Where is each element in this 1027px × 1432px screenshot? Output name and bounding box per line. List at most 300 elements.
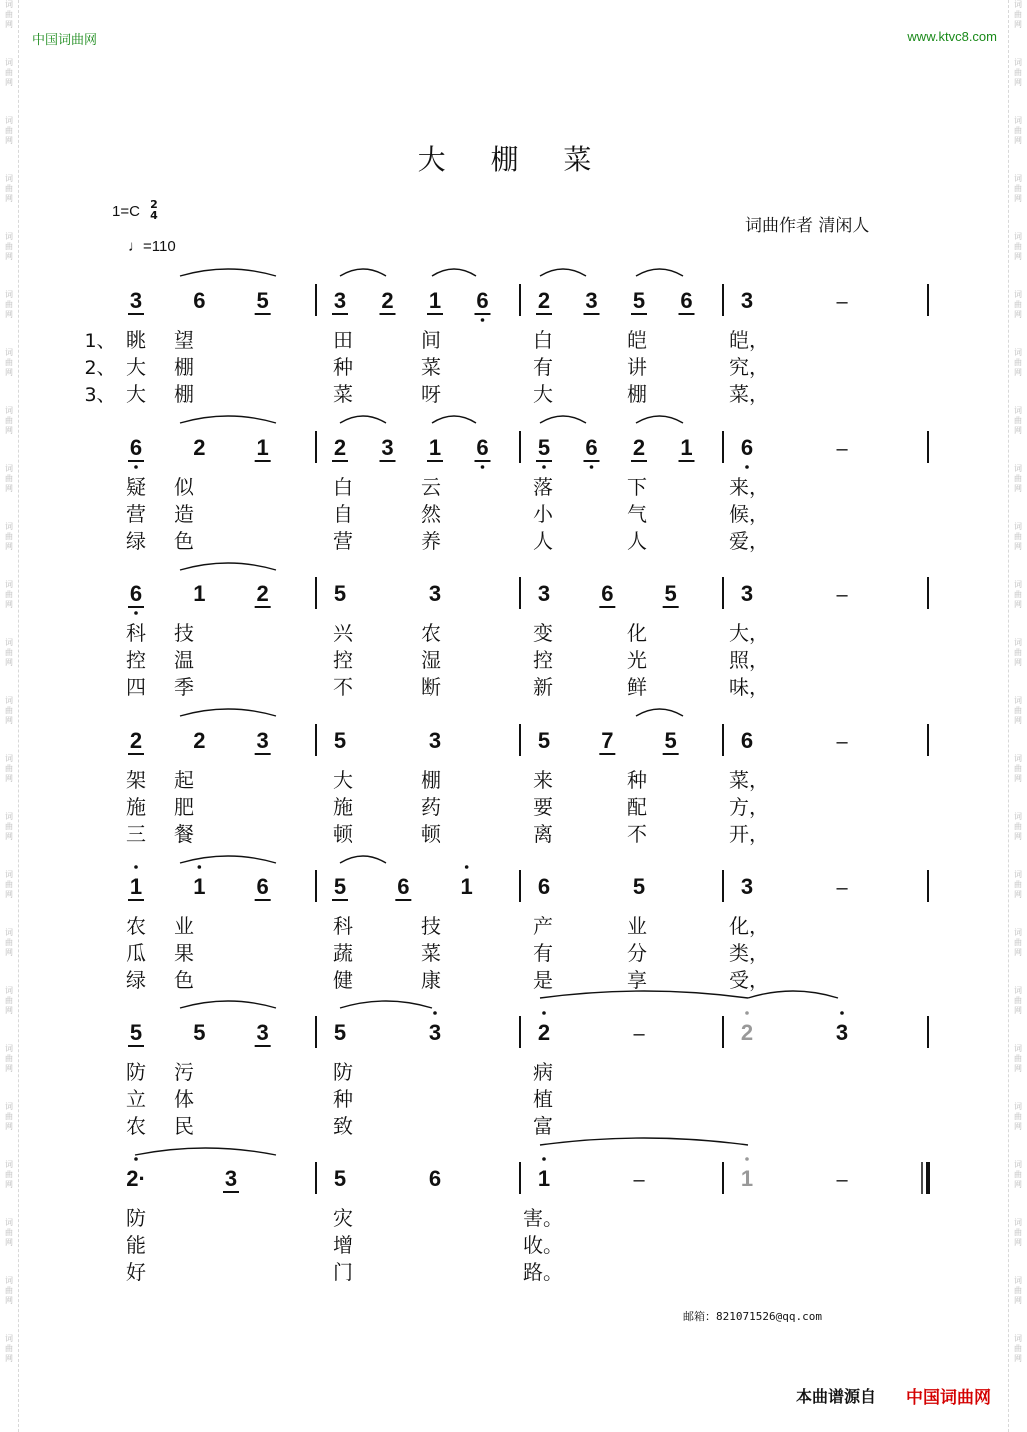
lyric-char: 白: [533, 328, 553, 352]
watermark-char: 网: [1014, 890, 1022, 899]
watermark-char: 词: [1014, 464, 1022, 473]
watermark-char: 词: [5, 1102, 13, 1111]
lyric-char: 小: [533, 502, 553, 526]
note-digit: 6: [397, 874, 410, 899]
note-digit: 1: [740, 1166, 754, 1191]
tempo-value: =110: [143, 238, 176, 255]
low-octave-dot: [134, 465, 138, 469]
watermark-char: 曲: [1014, 1344, 1022, 1353]
note-digit: 6: [537, 874, 551, 899]
slur-arc: [340, 856, 386, 863]
watermark-char: 曲: [5, 532, 13, 541]
watermark-char: 网: [5, 774, 13, 783]
watermark-char: 词: [5, 464, 13, 473]
lyric-char: 施: [126, 795, 146, 819]
watermark-char: 词: [5, 1334, 13, 1343]
lyric-char: 瓜: [126, 941, 146, 965]
watermark-char: 网: [1014, 78, 1022, 87]
lyric-char: 类，: [729, 941, 769, 965]
watermark-char: 网: [1014, 136, 1022, 145]
lyric-char: 棚: [174, 355, 194, 379]
lyric-char: 营: [126, 502, 146, 526]
high-octave-dot: [542, 1157, 546, 1161]
watermark-char: 曲: [5, 1228, 13, 1237]
note-digit: 3: [256, 728, 269, 753]
watermark-char: 词: [5, 1218, 13, 1227]
watermark-char: 网: [1014, 426, 1022, 435]
note-digit: 1: [428, 288, 442, 313]
lyric-char: 养: [421, 529, 441, 553]
watermark-char: 词: [5, 696, 13, 705]
watermark-char: 词: [1014, 232, 1022, 241]
watermark-char: 词: [5, 638, 13, 647]
watermark-char: 词: [1014, 870, 1022, 879]
lyric-char: 防: [126, 1060, 146, 1084]
lyric-char: 致: [333, 1114, 353, 1138]
note-digit: 5: [537, 435, 551, 460]
lyric-char: 气: [627, 502, 647, 526]
high-octave-dot: [433, 1011, 437, 1015]
time-signature-bottom: 4: [150, 209, 158, 222]
lyric-char: 农: [126, 1114, 146, 1138]
watermark-char: 曲: [5, 416, 13, 425]
lyric-char: 开，: [729, 822, 769, 846]
watermark-char: 词: [5, 870, 13, 879]
watermark-char: 曲: [5, 126, 13, 135]
watermark-char: 词: [1014, 58, 1022, 67]
watermark-char: 曲: [5, 590, 13, 599]
note-digit: 3: [740, 581, 754, 606]
note-digit: 5: [333, 1020, 347, 1045]
verse-number: 2、: [84, 357, 116, 379]
sustain-dash: –: [836, 877, 848, 899]
lyric-char: 要: [533, 795, 553, 819]
note-digit: 3: [585, 288, 598, 313]
slur-arc: [540, 1138, 748, 1145]
low-octave-dot: [590, 465, 594, 469]
lyric-char: 绿: [126, 968, 146, 992]
watermark-char: 曲: [1014, 938, 1022, 947]
lyric-char: 病: [533, 1060, 553, 1084]
low-octave-dot: [542, 465, 546, 469]
lyric-char: 植: [533, 1087, 553, 1111]
note-digit: 6: [129, 581, 143, 606]
watermark-char: 曲: [5, 1286, 13, 1295]
watermark-char: 词: [5, 0, 13, 9]
note-digit: 6: [476, 288, 489, 313]
watermark-char: 曲: [5, 822, 13, 831]
watermark-char: 网: [5, 426, 13, 435]
watermark-char: 网: [5, 1296, 13, 1305]
lyric-char: 顿: [333, 822, 353, 846]
watermark-char: 网: [1014, 716, 1022, 725]
lyric-char: 体: [174, 1087, 194, 1111]
watermark-char: 网: [1014, 1296, 1022, 1305]
watermark-char: 网: [5, 890, 13, 899]
watermark-char: 词: [1014, 0, 1022, 9]
lyric-char: 不: [627, 822, 647, 846]
watermark-char: 曲: [5, 1344, 13, 1353]
watermark-char: 网: [1014, 368, 1022, 377]
lyric-char: 控: [333, 648, 353, 672]
slur-arc: [340, 269, 386, 276]
watermark-char: 网: [5, 1064, 13, 1073]
watermark-char: 网: [5, 252, 13, 261]
slur-arc: [180, 416, 276, 423]
note-digit: 3: [428, 1020, 442, 1045]
lyric-char: 似: [174, 475, 194, 499]
watermark-char: 曲: [5, 242, 13, 251]
lyric-char: 种: [333, 1087, 353, 1111]
lyric-char: 农: [421, 621, 441, 645]
sustain-dash: –: [633, 1023, 645, 1045]
watermark-char: 词: [1014, 754, 1022, 763]
watermark-char: 曲: [5, 10, 13, 19]
lyric-char: 离: [533, 822, 553, 846]
lyric-char: 康: [421, 968, 441, 992]
note-digit: 2: [632, 435, 646, 460]
lyric-char: 来: [533, 768, 553, 792]
lyric-char: 讲: [627, 355, 647, 379]
lyric-char: 控: [126, 648, 146, 672]
contact-email: 邮箱：821071526@qq.com: [683, 1310, 822, 1323]
lyric-char: 种: [333, 355, 353, 379]
watermark-char: 曲: [1014, 300, 1022, 309]
note-digit: 6: [740, 728, 754, 753]
watermark-char: 曲: [1014, 358, 1022, 367]
lyric-char: 眺: [126, 328, 146, 352]
watermark-char: 曲: [5, 706, 13, 715]
lyric-char: 兴: [333, 621, 353, 645]
watermark-char: 曲: [1014, 1054, 1022, 1063]
lyric-char: 业: [627, 914, 647, 938]
watermark-char: 词: [1014, 1276, 1022, 1285]
lyric-char: 控: [533, 648, 553, 672]
lyric-char: 疑: [126, 475, 146, 499]
watermark-char: 网: [1014, 1064, 1022, 1073]
watermark-char: 网: [1014, 542, 1022, 551]
watermark-char: 曲: [5, 1112, 13, 1121]
watermark-char: 网: [5, 600, 13, 609]
lyric-char: 间: [421, 328, 441, 352]
slur-arc: [340, 1001, 432, 1008]
lyric-char: 皑: [627, 328, 647, 352]
lyric-char: 望: [174, 328, 194, 352]
note-digit: 5: [333, 874, 347, 899]
watermark-char: 词: [1014, 1102, 1022, 1111]
lyric-char: 受，: [729, 968, 769, 992]
watermark-char: 词: [1014, 116, 1022, 125]
note-digit: 1: [193, 581, 206, 606]
high-octave-dot: [134, 1157, 138, 1161]
lyric-char: 污: [174, 1060, 194, 1084]
note-digit: 6: [193, 288, 206, 313]
lyric-char: 绿: [126, 529, 146, 553]
lyric-char: 蔬: [333, 941, 353, 965]
slur-arc: [180, 856, 276, 863]
lyric-char: 配: [627, 795, 647, 819]
note-digit: 2: [740, 1020, 754, 1045]
low-octave-dot: [134, 611, 138, 615]
watermark-char: 词: [5, 290, 13, 299]
lyric-char: 分: [627, 941, 647, 965]
watermark-char: 词: [1014, 522, 1022, 531]
slur-arc: [540, 991, 748, 998]
watermark-char: 曲: [1014, 1170, 1022, 1179]
watermark-char: 网: [5, 1006, 13, 1015]
watermark-char: 词: [1014, 1218, 1022, 1227]
sustain-dash: –: [836, 584, 848, 606]
lyric-char: 架: [126, 768, 146, 792]
note-digit: 6: [585, 435, 598, 460]
watermark-char: 网: [5, 948, 13, 957]
watermark-char: 网: [5, 136, 13, 145]
watermark-char: 网: [5, 1180, 13, 1189]
lyric-char: 好: [126, 1260, 146, 1284]
lyric-char: 棚: [421, 768, 441, 792]
lyric-char: 白: [333, 475, 353, 499]
lyric-char: 防: [333, 1060, 353, 1084]
note-digit: 1: [680, 435, 693, 460]
watermark-char: 词: [1014, 638, 1022, 647]
watermark-char: 词: [1014, 174, 1022, 183]
lyric-char: 肥: [174, 795, 194, 819]
watermark-char: 曲: [1014, 10, 1022, 19]
watermark-char: 词: [5, 406, 13, 415]
lyric-char: 自: [333, 502, 353, 526]
lyric-char: 大: [333, 768, 353, 792]
note-digit: 7: [601, 728, 614, 753]
lyric-char: 路。: [523, 1260, 563, 1284]
note-digit: 3: [740, 874, 754, 899]
slur-arc: [540, 269, 586, 276]
watermark-char: 词: [5, 812, 13, 821]
key-signature: 1=C: [112, 203, 140, 220]
note-digit: 2: [193, 435, 206, 460]
slur-arc: [180, 709, 276, 716]
watermark-char: 词: [1014, 1044, 1022, 1053]
watermark-char: 网: [1014, 1122, 1022, 1131]
lyric-char: 候，: [729, 502, 769, 526]
note-digit: 3: [428, 581, 442, 606]
note-digit: 3: [537, 581, 551, 606]
note-digit: 5: [632, 874, 646, 899]
watermark-char: 网: [5, 658, 13, 667]
watermark-char: 词: [5, 928, 13, 937]
source-label: 本曲谱源自: [796, 1387, 877, 1406]
watermark-char: 词: [1014, 696, 1022, 705]
watermark-char: 网: [5, 542, 13, 551]
lyric-char: 餐: [174, 822, 194, 846]
lyric-char: 季: [174, 675, 194, 699]
high-octave-dot: [840, 1011, 844, 1015]
watermark-char: 词: [1014, 812, 1022, 821]
watermark-char: 曲: [1014, 1112, 1022, 1121]
lyric-char: 棚: [174, 382, 194, 406]
watermark-char: 网: [1014, 658, 1022, 667]
note-digit: 5: [537, 728, 551, 753]
note-digit: 2: [537, 288, 551, 313]
watermark-char: 曲: [1014, 996, 1022, 1005]
author-label: 词曲作者: [745, 216, 813, 236]
lyric-char: 四: [126, 675, 146, 699]
watermark-char: 词: [5, 1276, 13, 1285]
note-digit: 5: [333, 1166, 347, 1191]
low-octave-dot: [481, 465, 485, 469]
lyric-char: 大: [533, 382, 553, 406]
watermark-char: 网: [1014, 484, 1022, 493]
watermark-char: 词: [5, 1160, 13, 1169]
watermark-char: 网: [1014, 600, 1022, 609]
lyric-char: 光: [627, 648, 647, 672]
slur-arc: [636, 416, 683, 423]
watermark-char: 词: [1014, 580, 1022, 589]
lyric-char: 湿: [421, 648, 441, 672]
watermark-char: 曲: [1014, 648, 1022, 657]
watermark-char: 曲: [5, 358, 13, 367]
note-digit: 6: [256, 874, 269, 899]
high-octave-dot: [745, 1011, 749, 1015]
lyric-char: 落: [533, 475, 553, 499]
lyric-char: 药: [421, 795, 441, 819]
note-digit: 5: [664, 581, 677, 606]
note-digit: 2: [256, 581, 269, 606]
watermark-char: 曲: [1014, 474, 1022, 483]
watermark-char: 曲: [5, 880, 13, 889]
lyric-char: 顿: [421, 822, 441, 846]
sustain-dash: –: [836, 731, 848, 753]
lyric-char: 享: [627, 968, 647, 992]
slur-arc: [432, 416, 476, 423]
lyric-char: 来，: [729, 475, 769, 499]
note-digit: 2: [129, 728, 143, 753]
lyric-char: 民: [174, 1114, 194, 1138]
note-digit: 3: [256, 1020, 269, 1045]
lyric-char: 呀: [421, 382, 441, 406]
high-octave-dot: [542, 1011, 546, 1015]
watermark-char: 网: [5, 368, 13, 377]
watermark-char: 网: [5, 78, 13, 87]
lyric-char: 富: [533, 1114, 553, 1138]
low-octave-dot: [745, 465, 749, 469]
slur-arc: [180, 1001, 276, 1008]
watermark-char: 词: [1014, 1334, 1022, 1343]
note-digit: 2: [381, 288, 394, 313]
watermark-char: 网: [5, 1238, 13, 1247]
lyric-char: 健: [333, 968, 353, 992]
watermark-char: 词: [5, 174, 13, 183]
lyric-char: 人: [627, 529, 647, 553]
lyric-char: 收。: [523, 1233, 563, 1257]
sustain-dash: –: [836, 1169, 848, 1191]
lyric-char: 味，: [729, 675, 769, 699]
note-digit: 5: [664, 728, 677, 753]
watermark-char: 词: [1014, 986, 1022, 995]
note-digit: 6: [428, 1166, 442, 1191]
watermark-char: 网: [1014, 20, 1022, 29]
watermark-char: 词: [5, 522, 13, 531]
lyric-char: 鲜: [627, 675, 647, 699]
lyric-char: 能: [126, 1233, 146, 1257]
lyric-char: 色: [174, 529, 194, 553]
note-digit: 6: [476, 435, 489, 460]
watermark-char: 网: [1014, 1180, 1022, 1189]
watermark-char: 曲: [1014, 242, 1022, 251]
note-digit: 5: [256, 288, 269, 313]
note-digit: 1: [193, 874, 206, 899]
lyric-char: 变: [533, 621, 553, 645]
lyric-char: 不: [333, 675, 353, 699]
lyric-char: 增: [333, 1233, 353, 1257]
watermark-char: 词: [5, 232, 13, 241]
watermark-char: 词: [5, 986, 13, 995]
slur-arc: [432, 269, 476, 276]
watermark-char: 曲: [5, 764, 13, 773]
quarter-note-icon: ♩: [128, 238, 143, 255]
watermark-char: 曲: [5, 184, 13, 193]
lyric-char: 新: [533, 675, 553, 699]
lyric-char: 究，: [729, 355, 769, 379]
note-digit: 1: [428, 435, 442, 460]
lyric-char: 有: [533, 941, 553, 965]
watermark-char: 网: [1014, 1354, 1022, 1363]
watermark-char: 词: [5, 754, 13, 763]
note-digit: 3: [381, 435, 394, 460]
lyric-char: 大: [126, 355, 146, 379]
note-digit: 3: [428, 728, 442, 753]
watermark-char: 词: [5, 580, 13, 589]
note-digit: 2·: [126, 1166, 146, 1191]
watermark-char: 曲: [1014, 184, 1022, 193]
watermark-char: 词: [5, 58, 13, 67]
low-octave-dot: [481, 318, 485, 322]
watermark-char: 网: [1014, 948, 1022, 957]
watermark-char: 网: [5, 310, 13, 319]
watermark-char: 曲: [5, 938, 13, 947]
lyric-char: 田: [333, 328, 353, 352]
lyric-char: 立: [126, 1087, 146, 1111]
lyric-char: 科: [126, 621, 146, 645]
watermark-char: 曲: [1014, 532, 1022, 541]
lyric-char: 菜，: [729, 768, 769, 792]
watermark-char: 曲: [5, 1054, 13, 1063]
watermark-char: 词: [1014, 928, 1022, 937]
note-digit: 2: [193, 728, 206, 753]
watermark-char: 网: [5, 716, 13, 725]
watermark-char: 网: [1014, 310, 1022, 319]
lyric-char: 照，: [729, 648, 769, 672]
lyric-char: 技: [421, 914, 441, 938]
author-name: 清闲人: [818, 216, 870, 236]
note-digit: 1: [129, 874, 143, 899]
lyric-char: 菜: [421, 941, 441, 965]
lyric-char: 防: [126, 1206, 146, 1230]
sustain-dash: –: [633, 1169, 645, 1191]
note-digit: 6: [129, 435, 143, 460]
lyric-char: 科: [333, 914, 353, 938]
lyric-char: 然: [421, 502, 441, 526]
lyric-char: 菜: [333, 382, 353, 406]
lyric-char: 种: [627, 768, 647, 792]
watermark-char: 曲: [1014, 590, 1022, 599]
watermark-char: 网: [1014, 1006, 1022, 1015]
lyric-char: 业: [174, 914, 194, 938]
watermark-char: 网: [5, 832, 13, 841]
slur-arc: [748, 991, 838, 998]
song-title: 大 棚 菜: [417, 143, 610, 176]
lyric-char: 灾: [333, 1206, 353, 1230]
lyric-char: 果: [174, 941, 194, 965]
